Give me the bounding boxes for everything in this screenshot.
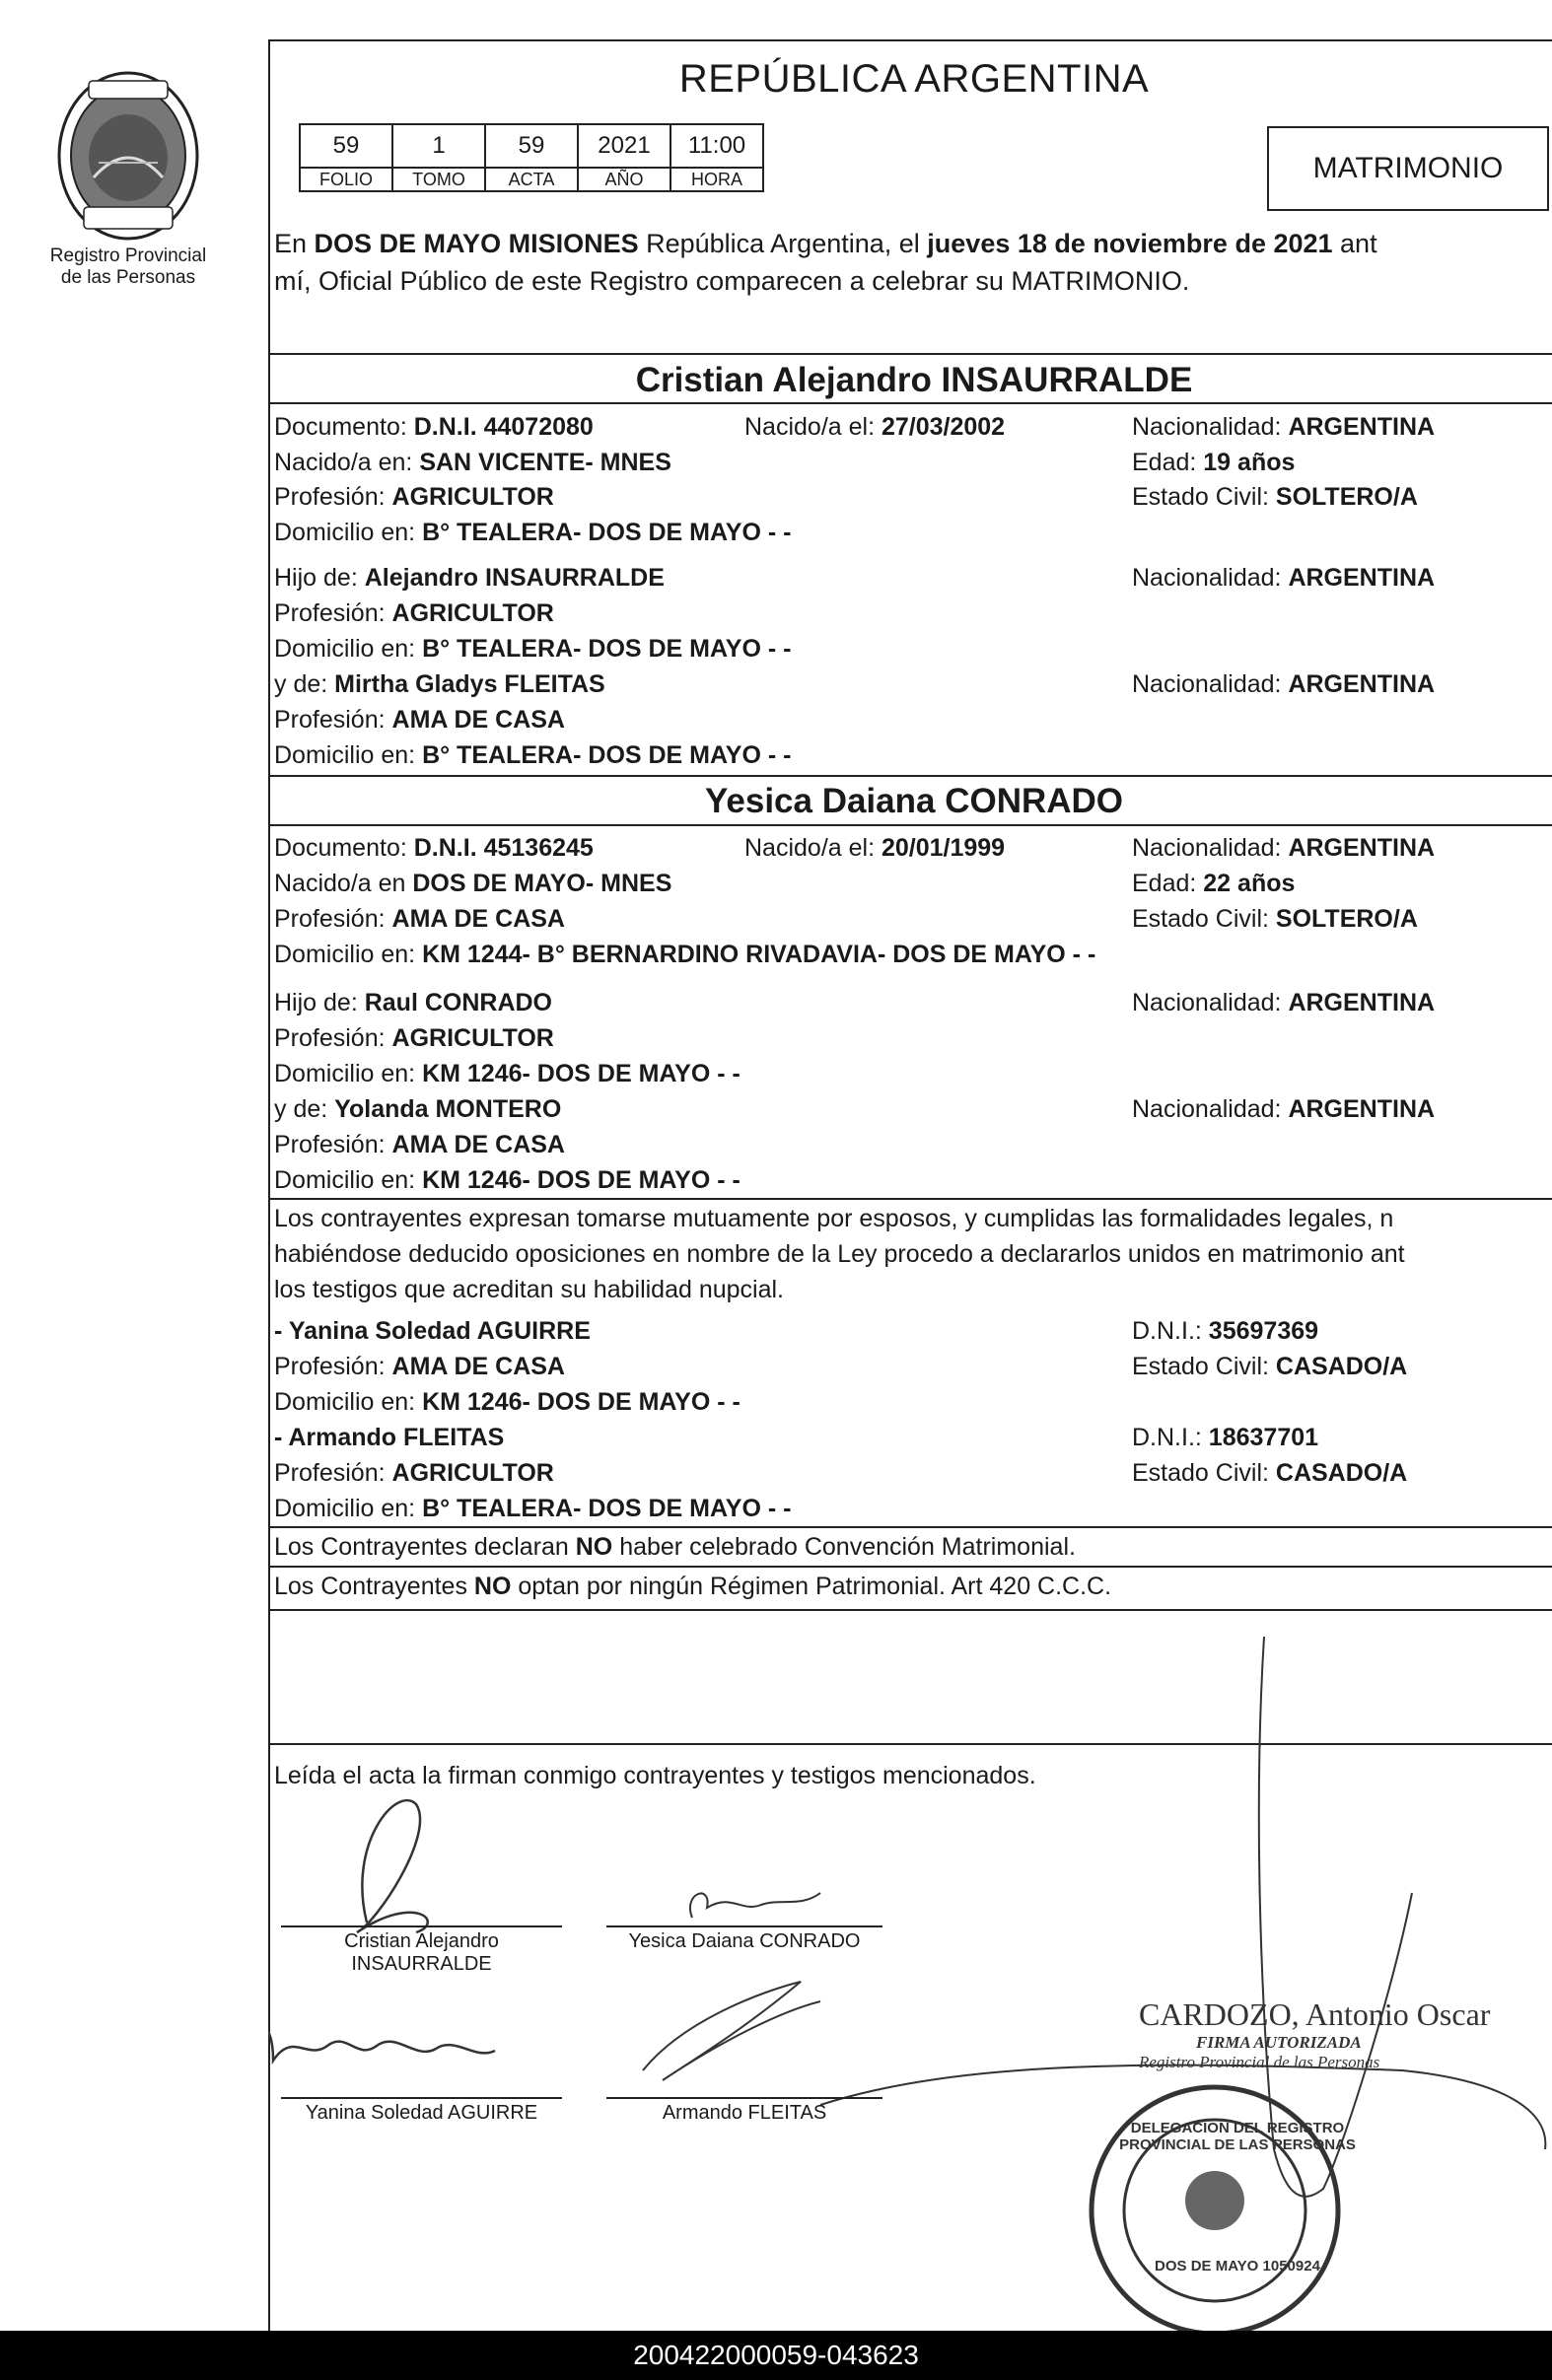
- divider: [268, 353, 1552, 355]
- label: Nacido/a el:: [744, 413, 882, 441]
- groom-mother-address: [274, 741, 791, 770]
- label: Domicilio en:: [274, 519, 423, 546]
- intro-line2: mí, Oficial Público de este Registro comparecen a celebrar su MATRIMONIO.: [274, 266, 1190, 296]
- value: D.N.I. 44072080: [413, 413, 594, 441]
- label: y de:: [274, 1095, 335, 1123]
- label: y de:: [274, 670, 335, 698]
- groom-profession: [274, 483, 554, 512]
- divider: [268, 824, 1552, 826]
- label: Hijo de:: [274, 564, 365, 592]
- text: NO: [575, 1533, 613, 1561]
- text: Los Contrayentes declaran: [274, 1533, 576, 1561]
- declaration-line2: habiéndose deducido oposiciones en nombre de la Ley procedo a declararlos unidos en matrimonio ant: [274, 1240, 1405, 1268]
- tomo-label: TOMO: [392, 168, 485, 191]
- label: Profesión:: [274, 706, 392, 734]
- value: 20/01/1999: [881, 834, 1006, 862]
- bride-nationality: [1132, 834, 1435, 863]
- label: Profesión:: [274, 1459, 392, 1487]
- label: Hijo de:: [274, 989, 365, 1016]
- witness2-civil-status: [1132, 1459, 1407, 1488]
- footer-code: 200422000059-043623: [0, 2331, 1552, 2380]
- bride-father: [274, 989, 552, 1017]
- value: ARGENTINA: [1288, 989, 1436, 1016]
- officer-signature-icon: [1259, 1637, 1412, 2197]
- groom-signature-icon: [357, 1800, 428, 1932]
- groom-mother-profession: [274, 706, 565, 735]
- bride-mother-nationality: [1132, 1095, 1435, 1124]
- groom-nationality: [1132, 413, 1435, 442]
- witness2-signature-icon: [643, 1982, 820, 2080]
- value: AGRICULTOR: [391, 1459, 554, 1487]
- officer-org: Registro Provincial de las Personas: [1139, 2053, 1380, 2071]
- value: Alejandro INSAURRALDE: [364, 564, 665, 592]
- logo-caption-line2: de las Personas: [60, 267, 196, 288]
- label: Nacido/a en: [274, 870, 413, 897]
- label: Nacionalidad:: [1132, 834, 1289, 862]
- value: CASADO/A: [1275, 1353, 1408, 1380]
- witness1-name: [274, 1317, 591, 1346]
- bride-signature-icon: [690, 1893, 820, 1918]
- label: Profesión:: [274, 1131, 392, 1158]
- bride-doc: [274, 834, 594, 863]
- groom-address: [274, 519, 791, 547]
- witness2-signature-line: [606, 2097, 882, 2099]
- logo-caption-line1: Registro Provincial: [49, 245, 207, 266]
- hora-label: HORA: [670, 168, 763, 191]
- label: Edad:: [1132, 870, 1204, 897]
- value: - Yanina Soledad AGUIRRE: [274, 1317, 591, 1345]
- groom-civil-status: [1132, 483, 1418, 512]
- groom-signature-name: [281, 1930, 562, 1976]
- bride-father-address: [274, 1060, 741, 1088]
- label: Nacionalidad:: [1132, 989, 1289, 1016]
- value: ARGENTINA: [1288, 413, 1436, 441]
- label: Profesión:: [274, 1024, 392, 1052]
- officer-stamp: [1139, 1996, 1548, 2072]
- groom-name: Cristian Alejandro INSAURRALDE: [635, 361, 1193, 399]
- round-seal-text: [1119, 2120, 1356, 2153]
- name-line1: Cristian Alejandro: [344, 1930, 499, 1952]
- label: Documento:: [274, 834, 414, 862]
- intro-suffix: ant: [1332, 229, 1377, 258]
- intro-mid: República Argentina, el: [638, 229, 928, 258]
- value: Mirtha Gladys FLEITAS: [334, 670, 605, 698]
- label: Nacionalidad:: [1132, 670, 1289, 698]
- label: Estado Civil:: [1132, 905, 1276, 933]
- label: Estado Civil:: [1132, 483, 1276, 511]
- value: KM 1244- B° BERNARDINO RIVADAVIA- DOS DE MAYO - -: [422, 941, 1096, 968]
- value: ARGENTINA: [1288, 564, 1436, 592]
- divider: [268, 775, 1552, 777]
- value: 22 años: [1203, 870, 1296, 897]
- value: AGRICULTOR: [391, 1024, 554, 1052]
- label: Domicilio en:: [274, 741, 423, 769]
- groom-born-in: [274, 449, 671, 477]
- witness1-civil-status: [1132, 1353, 1407, 1381]
- divider: [268, 1566, 1552, 1568]
- declaration-line3: los testigos que acreditan su habilidad nupcial.: [274, 1276, 785, 1303]
- tomo-value: 1: [392, 124, 485, 168]
- intro-paragraph: [274, 225, 1552, 300]
- witness2-dni: [1132, 1424, 1318, 1452]
- text: haber celebrado Convención Matrimonial.: [612, 1533, 1076, 1561]
- value: SOLTERO/A: [1275, 905, 1418, 933]
- value: B° TEALERA- DOS DE MAYO - -: [422, 1495, 792, 1522]
- value: 19 años: [1203, 449, 1296, 476]
- value: AGRICULTOR: [391, 599, 554, 627]
- label: Profesión:: [274, 599, 392, 627]
- text: NO: [473, 1573, 512, 1600]
- value: B° TEALERA- DOS DE MAYO - -: [422, 741, 792, 769]
- label: Estado Civil:: [1132, 1353, 1276, 1380]
- text: optan por ningún Régimen Patrimonial. Art 420 C.C.C.: [511, 1573, 1112, 1600]
- anio-value: 2021: [578, 124, 670, 168]
- groom-mother: [274, 670, 605, 699]
- label: Domicilio en:: [274, 1166, 423, 1194]
- divider: [268, 402, 1552, 404]
- witness1-signature-name: Yanina Soledad AGUIRRE: [305, 2102, 538, 2124]
- value: AMA DE CASA: [391, 1131, 565, 1158]
- value: CASADO/A: [1275, 1459, 1408, 1487]
- value: ARGENTINA: [1288, 1095, 1436, 1123]
- registry-logo: [30, 69, 227, 289]
- value: DOS DE MAYO- MNES: [412, 870, 672, 897]
- bride-profession: [274, 905, 565, 934]
- folio-value: 59: [300, 124, 392, 168]
- witness1-address: [274, 1388, 741, 1417]
- value: AMA DE CASA: [391, 1353, 565, 1380]
- bride-mother-profession: [274, 1131, 565, 1159]
- value: KM 1246- DOS DE MAYO - -: [422, 1388, 741, 1416]
- intro-date: jueves 18 de noviembre de 2021: [927, 229, 1333, 258]
- value: AMA DE CASA: [391, 905, 565, 933]
- round-seal-bottom: [1119, 2258, 1356, 2275]
- value: AMA DE CASA: [391, 706, 565, 734]
- label: Nacido/a el:: [744, 834, 882, 862]
- label: Domicilio en:: [274, 1495, 423, 1522]
- label: Nacionalidad:: [1132, 564, 1289, 592]
- value: 27/03/2002: [881, 413, 1006, 441]
- acta-value: 59: [485, 124, 578, 168]
- seal-text: DELEGACION DEL REGISTRO PROVINCIAL DE LAS PERSONAS: [1119, 2120, 1356, 2153]
- closing-text: Leída el acta la firman conmigo contrayentes y testigos mencionados.: [274, 1762, 1036, 1789]
- label: Documento:: [274, 413, 414, 441]
- acta-label: ACTA: [485, 168, 578, 191]
- value: B° TEALERA- DOS DE MAYO - -: [422, 519, 792, 546]
- label: Domicilio en:: [274, 635, 423, 663]
- value: Raul CONRADO: [364, 989, 553, 1016]
- label: Nacionalidad:: [1132, 413, 1289, 441]
- label: D.N.I.:: [1132, 1424, 1209, 1451]
- groom-father: [274, 564, 665, 593]
- folio-label: FOLIO: [300, 168, 392, 191]
- label: Profesión:: [274, 483, 392, 511]
- witness2-profession: [274, 1459, 554, 1488]
- anio-label: AÑO: [578, 168, 670, 191]
- bride-father-profession: [274, 1024, 554, 1053]
- label: Profesión:: [274, 1353, 392, 1380]
- name-line2: INSAURRALDE: [351, 1953, 492, 1975]
- label: Estado Civil:: [1132, 1459, 1276, 1487]
- groom-father-profession: [274, 599, 554, 628]
- bride-address: [274, 941, 1095, 969]
- label: Profesión:: [274, 905, 392, 933]
- hora-value: 11:00: [670, 124, 763, 168]
- divider: [268, 1526, 1552, 1528]
- page-title: REPÚBLICA ARGENTINA: [678, 57, 1150, 101]
- convention-line1: [274, 1533, 1076, 1562]
- seal-code: 1050924: [1262, 2258, 1320, 2275]
- seal-place: DOS DE MAYO: [1155, 2258, 1259, 2275]
- value: D.N.I. 45136245: [413, 834, 594, 862]
- value: 18637701: [1208, 1424, 1319, 1451]
- value: ARGENTINA: [1288, 834, 1436, 862]
- text: Los Contrayentes: [274, 1573, 474, 1600]
- groom-mother-nationality: [1132, 670, 1435, 699]
- officer-name: CARDOZO, Antonio Oscar: [1139, 1996, 1491, 2032]
- bride-civil-status: [1132, 905, 1418, 934]
- label: Nacionalidad:: [1132, 1095, 1289, 1123]
- groom-doc: [274, 413, 594, 442]
- label: D.N.I.:: [1132, 1317, 1209, 1345]
- groom-signature-line: [281, 1925, 562, 1927]
- bride-signature-line: [606, 1925, 882, 1927]
- bride-born-in: [274, 870, 671, 898]
- intro-prefix: En: [274, 229, 315, 258]
- label: Domicilio en:: [274, 1060, 423, 1087]
- value: - Armando FLEITAS: [274, 1424, 505, 1451]
- bride-mother-address: [274, 1166, 741, 1195]
- bride-father-nationality: [1132, 989, 1435, 1017]
- value: B° TEALERA- DOS DE MAYO - -: [422, 635, 792, 663]
- label: Nacido/a en:: [274, 449, 420, 476]
- value: AGRICULTOR: [391, 483, 554, 511]
- groom-father-address: [274, 635, 791, 664]
- value: 35697369: [1208, 1317, 1319, 1345]
- bride-signature-name: Yesica Daiana CONRADO: [628, 1930, 861, 1952]
- witness2-name: [274, 1424, 504, 1452]
- value: KM 1246- DOS DE MAYO - -: [422, 1166, 741, 1194]
- bride-age: [1132, 870, 1295, 898]
- witness2-address: [274, 1495, 791, 1523]
- value: Yolanda MONTERO: [334, 1095, 562, 1123]
- province-seal-icon: [54, 69, 202, 242]
- bride-mother: [274, 1095, 561, 1124]
- label: Edad:: [1132, 449, 1204, 476]
- witness1-signature-icon: [268, 2030, 495, 2061]
- declaration-line1: Los contrayentes expresan tomarse mutuamente por esposos, y cumplidas las formalidades legales, n: [274, 1205, 1394, 1232]
- value: ARGENTINA: [1288, 670, 1436, 698]
- bride-name: Yesica Daiana CONRADO: [704, 782, 1124, 820]
- value: SAN VICENTE- MNES: [419, 449, 671, 476]
- label: Domicilio en:: [274, 1388, 423, 1416]
- witness1-signature-line: [281, 2097, 562, 2099]
- value: KM 1246- DOS DE MAYO - -: [422, 1060, 741, 1087]
- groom-age: [1132, 449, 1295, 477]
- record-meta-table: [299, 123, 764, 192]
- witness2-signature-name: Armando FLEITAS: [662, 2102, 827, 2124]
- witness1-dni: [1132, 1317, 1318, 1346]
- bride-born-on: [744, 834, 1005, 863]
- intro-place: DOS DE MAYO MISIONES: [314, 229, 639, 258]
- officer-role: FIRMA AUTORIZADA: [1196, 2033, 1362, 2052]
- groom-father-nationality: [1132, 564, 1435, 593]
- label: Domicilio en:: [274, 941, 423, 968]
- document-type-box: MATRIMONIO: [1267, 126, 1549, 211]
- witness1-profession: [274, 1353, 565, 1381]
- value: SOLTERO/A: [1275, 483, 1418, 511]
- divider: [268, 1198, 1552, 1200]
- groom-born-on: [744, 413, 1005, 442]
